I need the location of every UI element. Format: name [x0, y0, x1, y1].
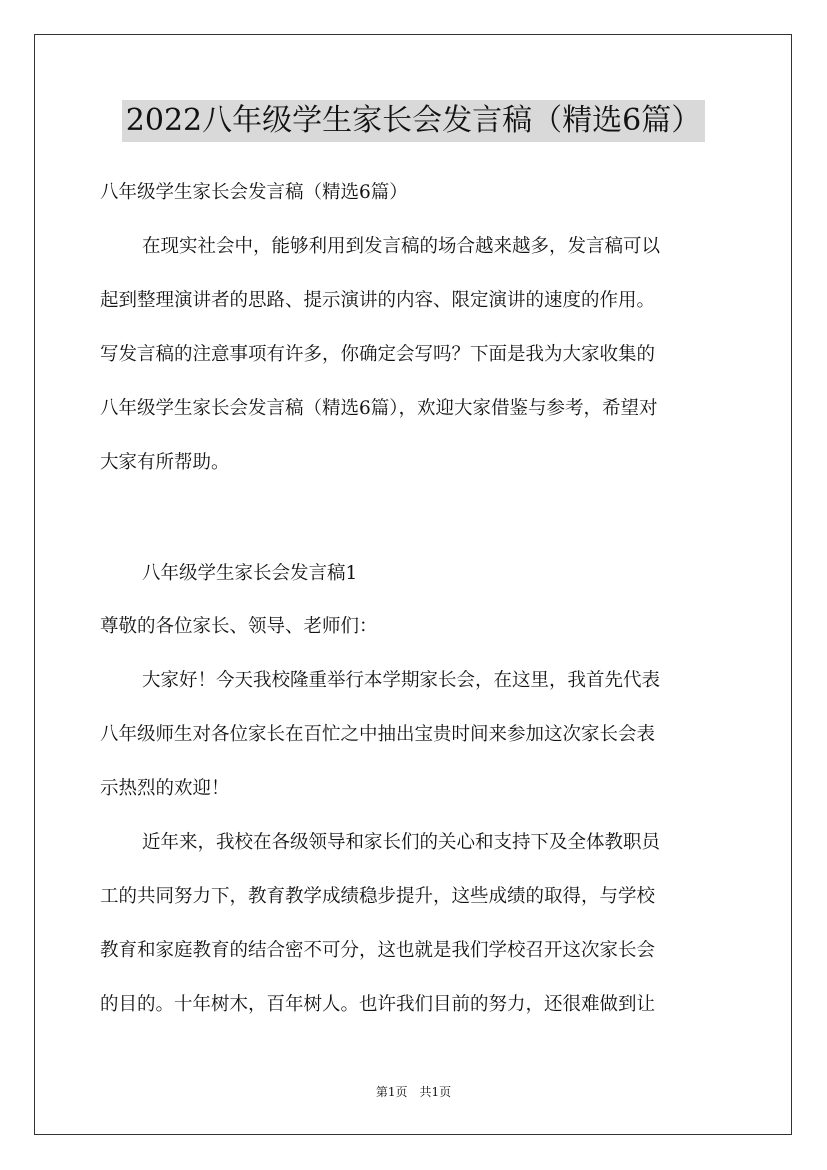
- paragraph-line: 示热烈的欢迎！: [100, 778, 230, 799]
- intro-line: 在现实社会中，能够利用到发言稿的场合越来越多，发言稿可以: [142, 236, 661, 257]
- paragraph-line: 大家好！今天我校隆重举行本学期家长会，在这里，我首先代表: [142, 670, 661, 691]
- paragraph-line: 工的共同努力下，教育教学成绩稳步提升，这些成绩的取得，与学校: [100, 886, 656, 907]
- intro-line: 写发言稿的注意事项有许多，你确定会写吗？下面是我为大家收集的: [100, 344, 656, 365]
- page-footer: 第1页 共1页: [375, 1085, 452, 1099]
- paragraph-line: 的目的。十年树木，百年树人。也许我们目前的努力，还很难做到让: [100, 994, 656, 1015]
- document-subtitle: 八年级学生家长会发言稿（精选6篇）: [100, 182, 408, 203]
- salutation: 尊敬的各位家长、领导、老师们：: [100, 616, 378, 637]
- paragraph-line: 八年级师生对各位家长在百忙之中抽出宝贵时间来参加这次家长会表: [100, 724, 656, 745]
- title-container: [0, 100, 827, 142]
- intro-line: 大家有所帮助。: [100, 452, 230, 473]
- document-title: 2022八年级学生家长会发言稿（精选6篇）: [122, 100, 705, 142]
- intro-line: 八年级学生家长会发言稿（精选6篇），欢迎大家借鉴与参考，希望对: [100, 398, 658, 419]
- intro-line: 起到整理演讲者的思路、提示演讲的内容、限定演讲的速度的作用。: [100, 290, 656, 311]
- paragraph-line: 近年来，我校在各级领导和家长们的关心和支持下及全体教职员: [142, 832, 661, 853]
- section-heading: 八年级学生家长会发言稿1: [142, 563, 358, 584]
- paragraph-line: 教育和家庭教育的结合密不可分，这也就是我们学校召开这次家长会: [100, 940, 656, 961]
